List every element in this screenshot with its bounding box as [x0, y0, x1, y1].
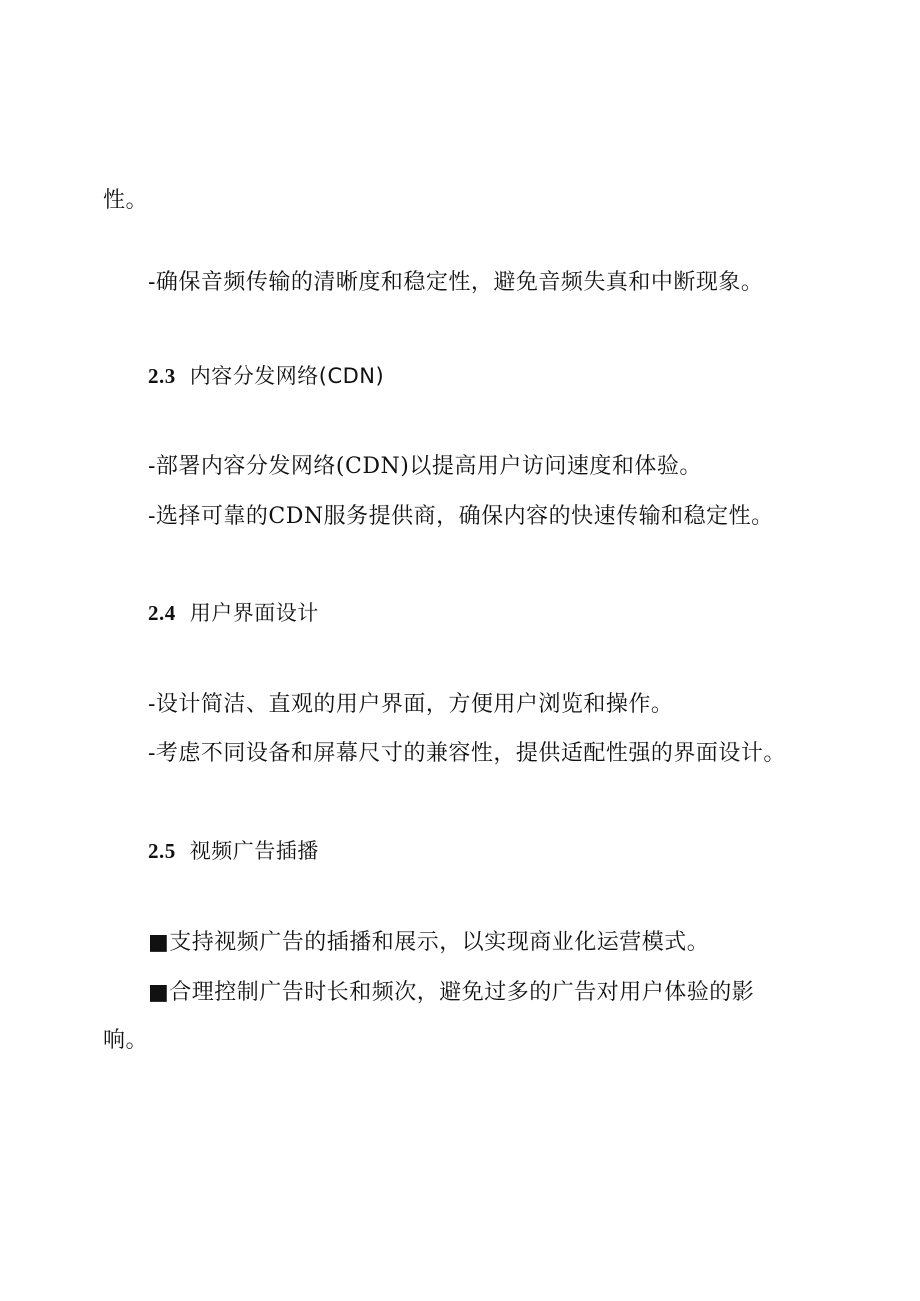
- section-number: 2.5: [148, 839, 176, 863]
- section-heading-2-4: [148, 598, 319, 628]
- paragraph-ads-control: ■合理控制广告时长和频次，避免过多的广告对用户体验的影: [148, 980, 755, 1005]
- section-number: 2.4: [148, 601, 176, 625]
- paragraph-ads-control-continued: 响。: [103, 1028, 149, 1053]
- paragraph-ui-design: -设计简洁、直观的用户界面，方便用户浏览和操作。: [148, 692, 674, 717]
- section-number: 2.3: [148, 364, 176, 388]
- paragraph-ads-support: ■支持视频广告的插播和展示，以实现商业化运营模式。: [148, 930, 710, 955]
- section-heading-2-3: [148, 361, 384, 391]
- paragraph-audio: -确保音频传输的清晰度和稳定性，避免音频失真和中断现象。: [148, 270, 764, 295]
- paragraph-ui-compat: -考虑不同设备和屏幕尺寸的兼容性，提供适配性强的界面设计。: [148, 741, 786, 766]
- paragraph-cdn-deploy: -部署内容分发网络(CDN)以提高用户访问速度和体验。: [148, 454, 702, 479]
- section-heading-2-5: [148, 836, 319, 866]
- paragraph-carry-over: 性。: [103, 188, 149, 213]
- section-title: 视频广告插播: [189, 839, 319, 863]
- paragraph-cdn-choose: -选择可靠的CDN服务提供商，确保内容的快速传输和稳定性。: [148, 504, 774, 529]
- section-title: 用户界面设计: [189, 601, 319, 625]
- section-title: 内容分发网络(CDN): [189, 364, 385, 388]
